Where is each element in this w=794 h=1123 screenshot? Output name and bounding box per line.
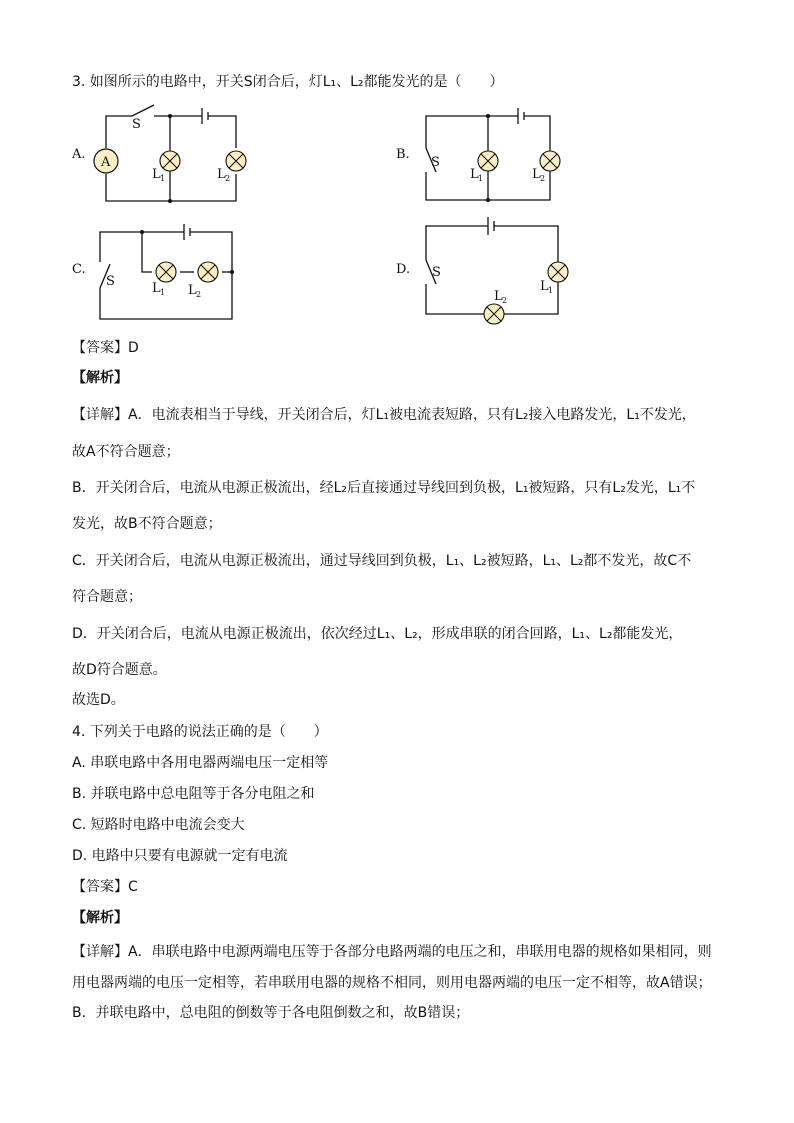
q3-detail-line: 符合题意； bbox=[72, 589, 142, 605]
q3-detail-line: D．开关闭合后，电流从电源正极流出，依次经过L₁、L₂，形成串联的闭合回路，L₁、L₂都能发光， bbox=[72, 626, 683, 642]
q3-detail-line: 故D符合题意。 bbox=[72, 662, 167, 678]
q4-answer: 【答案】C bbox=[72, 879, 138, 895]
svg-text:L: L bbox=[494, 289, 503, 304]
q4-detail-line: 【详解】A．串联电路中电源两端电压等于各部分电路两端的电压之和，串联用电器的规格如果相同，则 bbox=[72, 944, 712, 960]
svg-text:1: 1 bbox=[548, 286, 554, 295]
svg-text:2: 2 bbox=[502, 296, 508, 305]
q4-option-a: A. 串联电路中各用电器两端电压一定相等 bbox=[72, 755, 329, 771]
lamp-icon bbox=[484, 304, 504, 324]
circuit-diagram-a bbox=[90, 100, 260, 210]
lamp-icon bbox=[198, 262, 218, 282]
svg-text:L: L bbox=[540, 279, 549, 294]
lamp-icon bbox=[540, 151, 560, 171]
lamp-icon bbox=[478, 151, 498, 171]
svg-text:1: 1 bbox=[160, 288, 166, 297]
svg-text:L: L bbox=[217, 167, 226, 182]
q4-option-b: B. 并联电路中总电阻等于各分电阻之和 bbox=[72, 786, 315, 802]
svg-text:A: A bbox=[101, 155, 111, 170]
svg-text:2: 2 bbox=[225, 174, 231, 183]
q3-detail-line: 故A不符合题意； bbox=[72, 444, 180, 460]
svg-text:L: L bbox=[152, 167, 161, 182]
svg-text:L: L bbox=[152, 281, 161, 296]
svg-text:2: 2 bbox=[540, 174, 546, 183]
svg-text:S: S bbox=[132, 117, 141, 132]
svg-text:L: L bbox=[188, 283, 197, 298]
q4-option-d: D. 电路中只要有电源就一定有电流 bbox=[72, 848, 288, 864]
q3-detail-line: C．开关闭合后，电流从电源正极流出，通过导线回到负极，L₁、L₂被短路，L₁、L₂都不发光，故C不 bbox=[72, 553, 692, 569]
svg-text:1: 1 bbox=[160, 174, 166, 183]
lamp-icon bbox=[156, 262, 176, 282]
circuit-diagram-d bbox=[414, 208, 574, 328]
q3-option-a-label: A. bbox=[72, 147, 86, 162]
q3-conclusion: 故选D。 bbox=[72, 692, 125, 708]
q3-option-b-label: B. bbox=[396, 147, 410, 162]
q3-option-d-label: D. bbox=[396, 262, 411, 277]
q4-detail-line: 用电器两端的电压一定相等，若串联用电器的规格不相同，则用电器两端的电压一定不相等，故A错误； bbox=[72, 975, 712, 991]
lamp-icon bbox=[160, 151, 180, 171]
q3-analysis-title: 【解析】 bbox=[72, 370, 128, 386]
svg-text:S: S bbox=[431, 155, 440, 170]
q3-detail-line: 【详解】A．电流表相当于导线，开关闭合后，灯L₁被电流表短路，只有L₂接入电路发光，L₁不发光， bbox=[72, 407, 696, 423]
q4-detail-line: B．并联电路中，总电阻的倒数等于各电阻倒数之和，故B错误； bbox=[72, 1005, 470, 1021]
q3-detail-line: 发光，故B不符合题意； bbox=[72, 516, 222, 532]
circuit-diagram-c bbox=[90, 212, 250, 324]
q3-stem: 3. 如图所示的电路中，开关S闭合后，灯L₁、L₂都能发光的是（ ） bbox=[72, 74, 504, 90]
lamp-icon bbox=[548, 262, 568, 282]
svg-text:S: S bbox=[432, 265, 441, 280]
circuit-diagram-b bbox=[414, 100, 564, 205]
q4-analysis-title: 【解析】 bbox=[72, 910, 128, 926]
svg-text:L: L bbox=[470, 167, 479, 182]
q3-option-c-label: C. bbox=[72, 262, 86, 277]
svg-text:1: 1 bbox=[478, 174, 484, 183]
q4-option-c: C. 短路时电路中电流会变大 bbox=[72, 817, 245, 833]
q3-answer: 【答案】D bbox=[72, 340, 139, 356]
svg-text:L: L bbox=[532, 167, 541, 182]
q3-detail-line: B．开关闭合后，电流从电源正极流出，经L₂后直接通过导线回到负极，L₁被短路，只有L₂发光，L₁不 bbox=[72, 480, 696, 496]
svg-text:2: 2 bbox=[196, 290, 202, 299]
svg-text:S: S bbox=[106, 274, 115, 289]
q4-stem: 4. 下列关于电路的说法正确的是（ ） bbox=[72, 724, 328, 740]
lamp-icon bbox=[226, 151, 246, 171]
